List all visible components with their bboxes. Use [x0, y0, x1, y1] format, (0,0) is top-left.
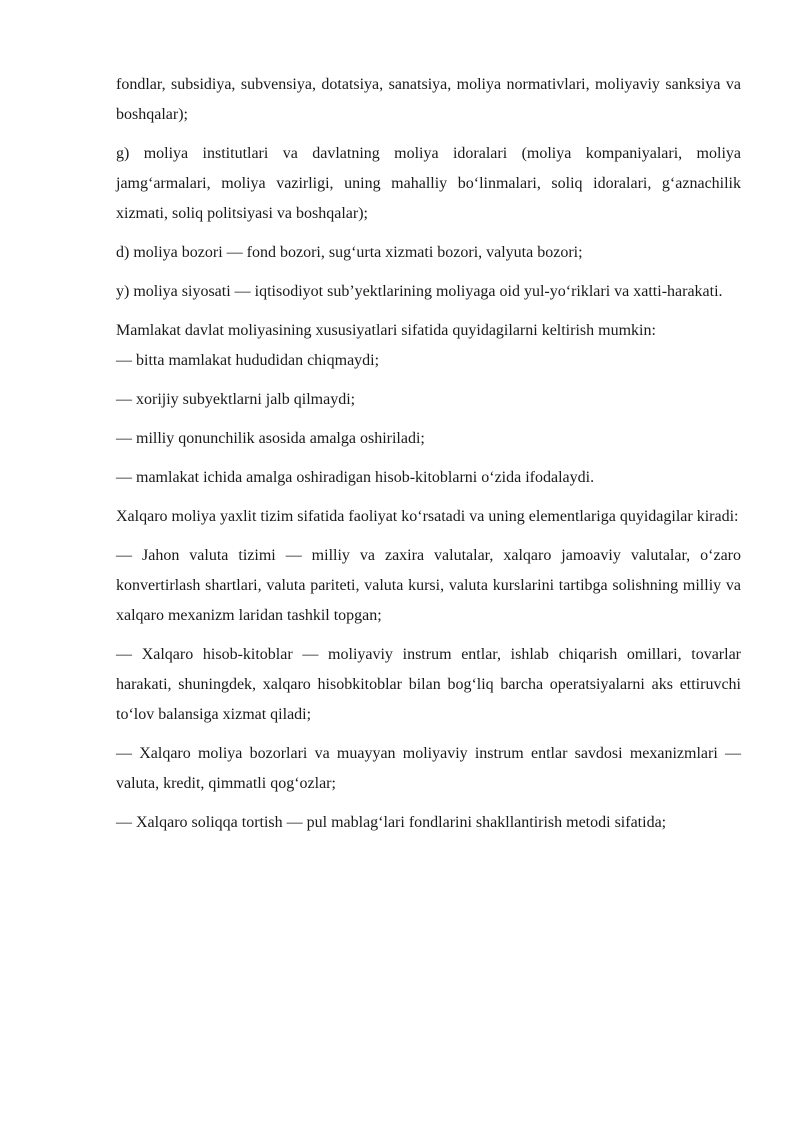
- paragraph-state-finance-features: Mamlakat davlat moliyasining xususiyatlari sifatida quyidagilarni keltirish mumkin:: [116, 322, 656, 339]
- paragraph-financial-policy: y) moliya siyosati — iqtisodiyot sub’yektlarining moliyaga oid yul-yo‘riklari va xatti-harakati.: [116, 283, 723, 300]
- paragraph-financial-institutions: g) moliya institutlari va davlatning moliya idoralari (moliya kompaniyalari, moliya jamg‘armalari, moliya vazirligi, uning mahalliy bo‘linmalari, soliq idoralari, g‘aznachilik xizmati, soliq politsiyasi va boshqalar);: [116, 145, 741, 222]
- paragraph-international-finance: Xalqaro moliya yaxlit tizim sifatida faoliyat ko‘rsatadi va uning elementlariga quyidagilar kiradi:: [116, 508, 739, 525]
- list-item-no-foreign-subjects: — xorijiy subyektlarni jalb qilmaydi;: [116, 391, 356, 408]
- paragraph-financial-market: d) moliya bozori — fond bozori, sug‘urta xizmati bozori, valyuta bozori;: [116, 244, 583, 261]
- list-item-international-financial-markets: — Xalqaro moliya bozorlari va muayyan moliyaviy instrum entlar savdosi mexanizmlari — valuta, kredit, qimmatli qog‘ozlar;: [116, 745, 741, 792]
- list-item-international-taxation: — Xalqaro soliqqa tortish — pul mablag‘lari fondlarini shakllantirish metodi sifatida;: [116, 814, 667, 831]
- list-item-single-country: — bitta mamlakat hududidan chiqmaydi;: [116, 352, 380, 369]
- list-item-international-settlements: — Xalqaro hisob-kitoblar — moliyaviy instrum entlar, ishlab chiqarish omillari, tovarlar harakati, shuningdek, xalqaro hisobkitoblar bilan bog‘liq barcha operatsiyalarni aks ettiruvchi to‘lov balansiga xizmat qiladi;: [116, 646, 741, 723]
- list-item-world-currency-system: — Jahon valuta tizimi — milliy va zaxira valutalar, xalqaro jamoaviy valutalar, o‘zaro konvertirlash shartlari, valuta pariteti, valuta kursi, valuta kurslarini tartibga solishning milliy va xalqaro mexanizm laridan tashkil topgan;: [116, 547, 741, 624]
- paragraph-financial-instruments: fondlar, subsidiya, subvensiya, dotatsiya, sanatsiya, moliya normativlari, moliyaviy sanksiya va boshqalar);: [116, 76, 741, 123]
- document-page: [116, 70, 741, 847]
- list-item-domestic-settlements: — mamlakat ichida amalga oshiradigan hisob-kitoblarni o‘zida ifodalaydi.: [116, 469, 595, 486]
- list-item-national-legislation: — milliy qonunchilik asosida amalga oshiriladi;: [116, 430, 425, 447]
